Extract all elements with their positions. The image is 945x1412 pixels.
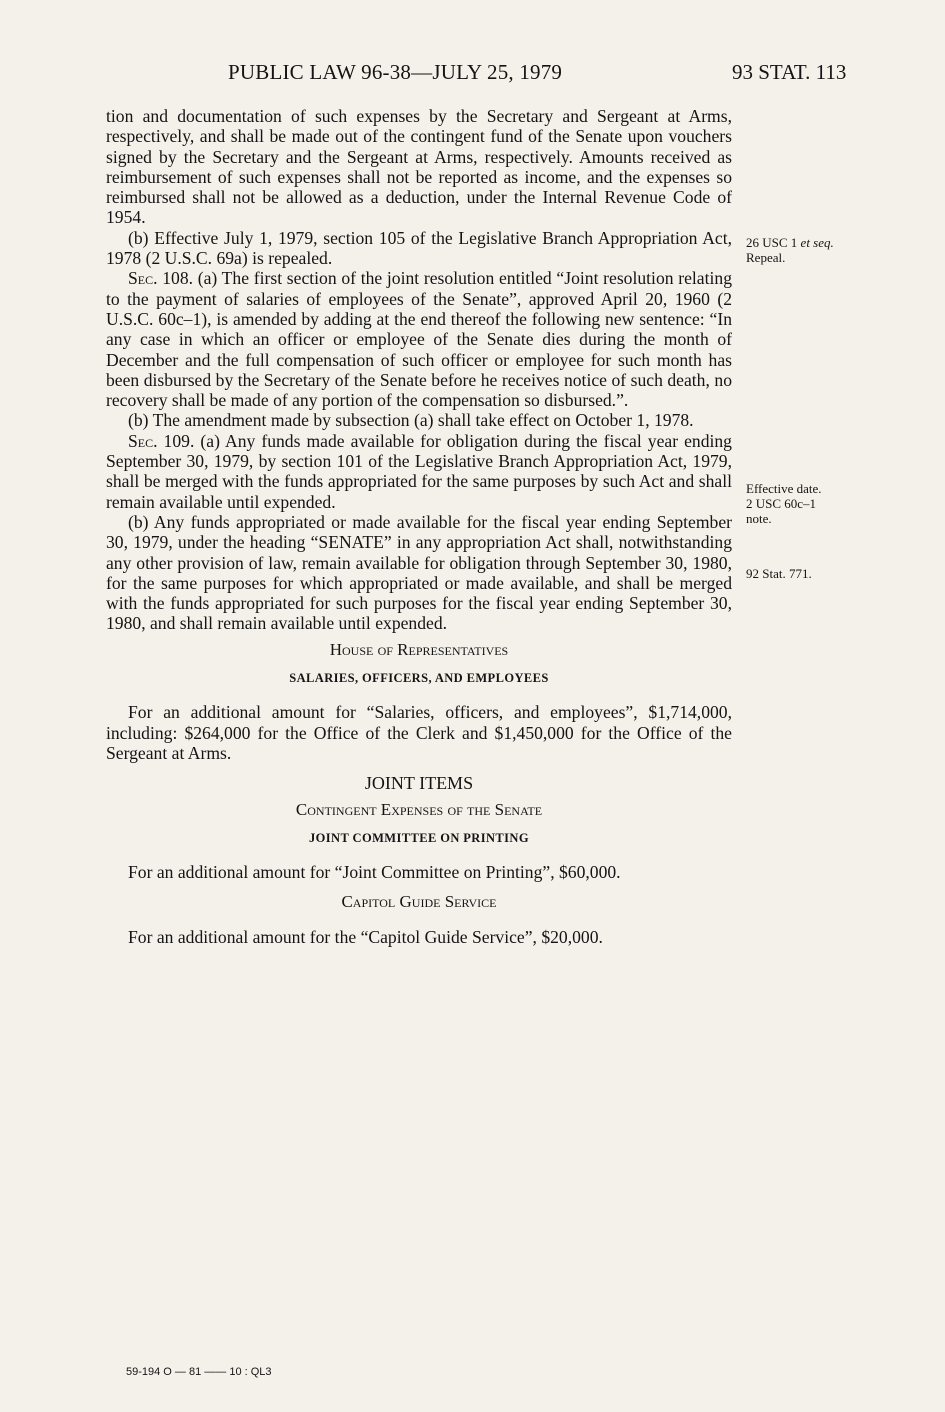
paragraph-continuation: tion and documentation of such expenses by the Secretary and Sergeant at Arms, respectively, and shall be made out of the contingent fund of the Senate upon vouchers signed by the Secretary and the Sergeant at Arms, respectively. Amounts received as reimbursement of such expenses shall not be reported as income, and the expenses so reimbursed shall not be allowed as a deduction, under the Internal Revenue Code of 1954. <box>106 106 732 228</box>
paragraph-joint-committee-printing: For an additional amount for “Joint Committee on Printing”, $60,000. <box>128 862 621 883</box>
margin-note-et-seq: et seq. <box>800 235 834 250</box>
margin-note-usc-60c: 2 USC 60c–1 <box>746 496 817 511</box>
paragraph-repeal: (b) Effective July 1, 1979, section 105 of the Legislative Branch Appropriation Act, 1978 (2 U.S.C. 69a) is repealed. <box>106 227 732 269</box>
margin-note-usc-citation <box>746 235 866 250</box>
paragraph-sec-108-a <box>106 268 732 410</box>
margin-note-effective-date: Effective date. <box>746 481 822 496</box>
print-code-footer: 59-194 O — 81 —— 10 : QL3 <box>126 1366 272 1378</box>
margin-note-92-stat: 92 Stat. 771. <box>746 566 812 581</box>
heading-salaries-officers-employees: SALARIES, OFFICERS, AND EMPLOYEES <box>289 671 549 686</box>
running-head: PUBLIC LAW 96-38—JULY 25, 1979 <box>228 60 563 84</box>
body-text-column <box>106 106 732 947</box>
section-label-108: Sec. 108. <box>128 268 194 289</box>
paragraph-sec-109-b: (b) Any funds appropriated or made available for the fiscal year ending September 30, 1979, under the heading “SENATE” in any appropriation Act shall, notwithstanding any other provision of law, remain available for obligation through September 30, 1980, for the same purposes for which appropriated or made available, and shall be merged with the funds appropriated for such purposes for the fiscal year ending September 30, 1980, and shall remain available until expended. <box>106 511 732 634</box>
margin-note-repeal: Repeal. <box>746 250 786 265</box>
heading-joint-items: JOINT ITEMS <box>364 773 474 794</box>
heading-joint-committee-printing: JOINT COMMITTEE ON PRINTING <box>309 830 529 845</box>
heading-contingent-expenses-senate: Contingent Expenses of the Senate <box>295 799 543 819</box>
paragraph-sec-109-a <box>106 431 732 512</box>
paragraph-salaries-appropriation: For an additional amount for “Salaries, officers, and employees”, $1,714,000, including: $264,000 for the Office of the Clerk and $1,450,000 for the Office of the Sergeant at Arms. <box>106 702 732 763</box>
paragraph-capitol-guide-service: For an additional amount for the “Capitol Guide Service”, $20,000. <box>128 926 603 947</box>
margin-note-usc-text: 26 USC 1 <box>746 235 801 250</box>
statute-page-reference: 93 STAT. 113 <box>732 60 847 84</box>
sec-109-a-text: (a) Any funds made available for obligation during the fiscal year ending September 30, 1979, by section 101 of the Legislative Branch Appropriation Act, 1979, shall be merged with the funds appropriated for the same purposes by such Act and shall remain available until expended. <box>106 430 732 512</box>
heading-house-of-representatives: House of Representatives <box>329 639 509 659</box>
paragraph-sec-108-b: (b) The amendment made by subsection (a) shall take effect on October 1, 1978. <box>128 410 694 431</box>
margin-note-note: note. <box>746 511 772 526</box>
section-label-109: Sec. 109. <box>128 430 195 451</box>
heading-capitol-guide-service: Capitol Guide Service <box>341 892 497 912</box>
sec-108-a-text: (a) The first section of the joint resolution entitled “Joint resolution relating to the payment of salaries of employees of the Senate”, approved April 20, 1960 (2 U.S.C. 60c–1), is amended by adding at the end thereof the following new sentence: “In any case in which an officer or employee of the Senate dies during the month of December and the full compensation of such officer or employee for such month has been disbursed by the Secretary of the Senate before he receives notice of such death, no recovery shall be made of any portion of the compensation so disbursed.”. <box>106 268 732 411</box>
